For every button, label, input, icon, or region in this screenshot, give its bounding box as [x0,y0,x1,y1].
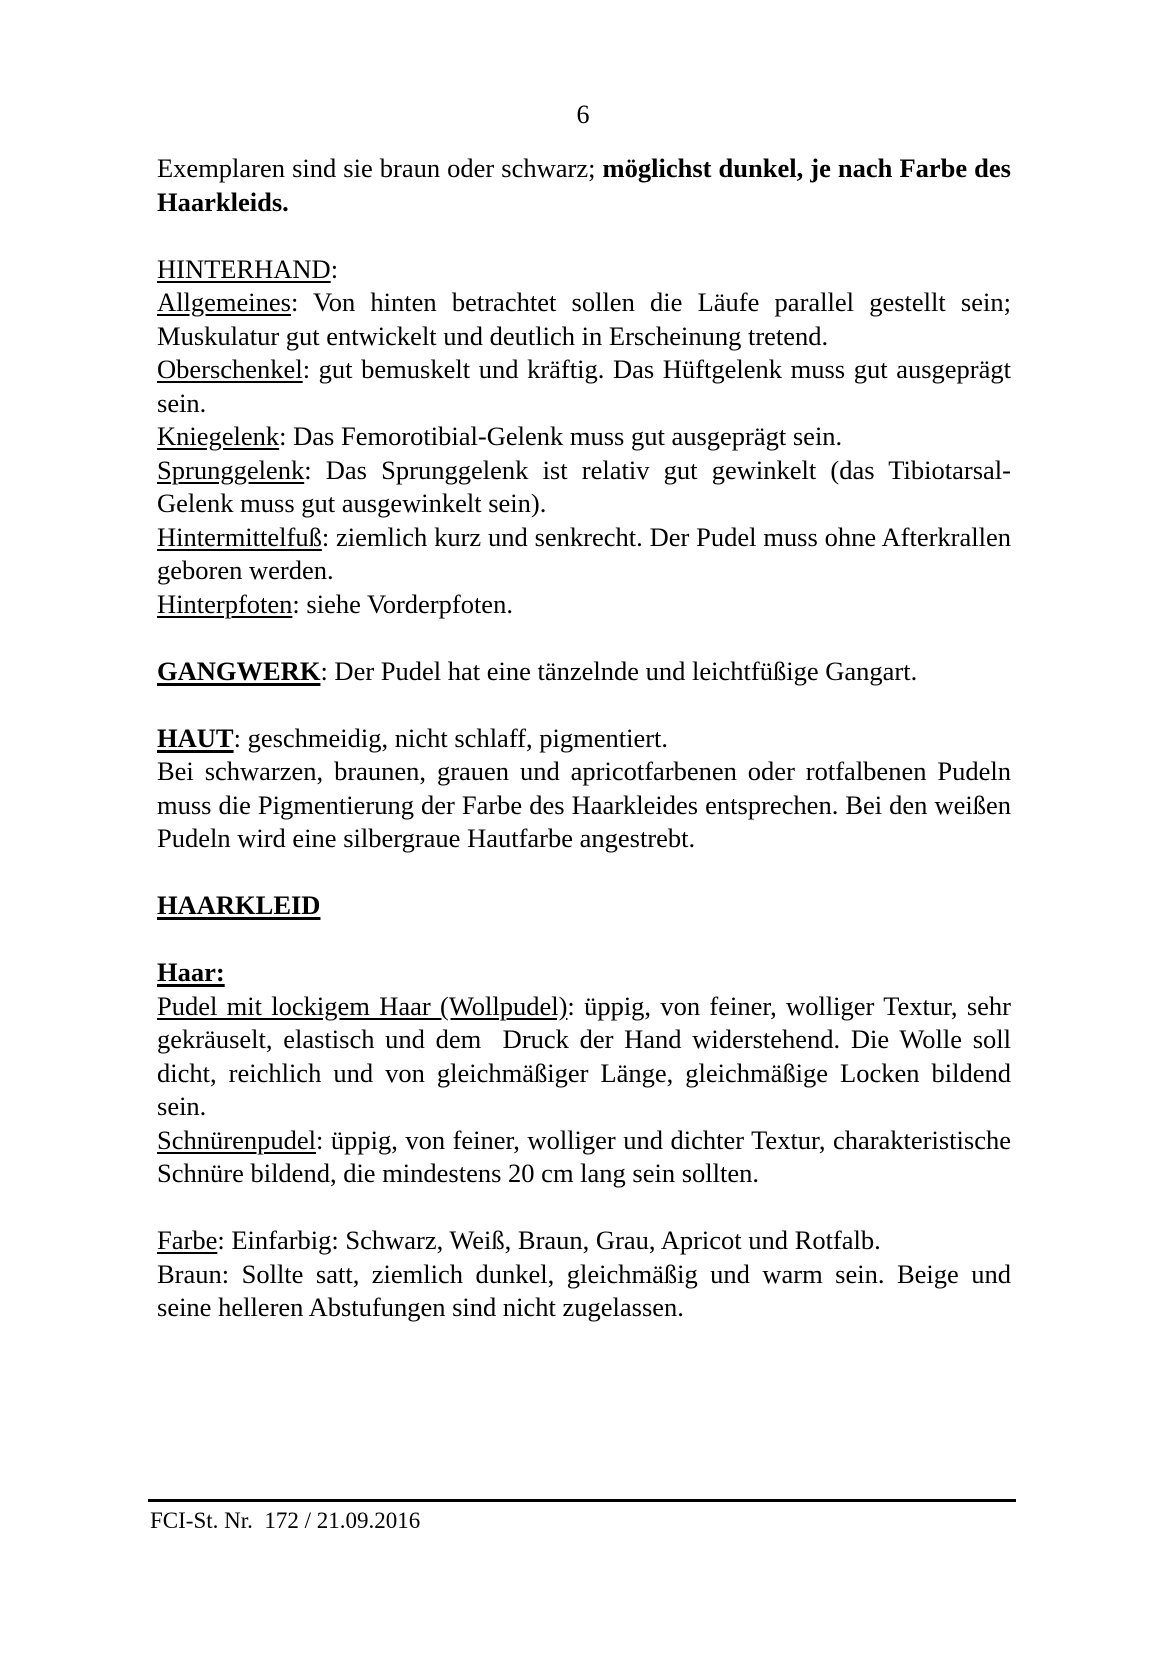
item-label: Hinterpfoten [157,588,293,619]
document-body [157,152,1018,1325]
item-label: Pudel mit lockigem Haar (Wollpudel) [157,990,568,1021]
item-text: : ziemlich kurz und senkrecht. Der Pudel muss ohne Afterkrallen geboren werden. [157,521,1011,585]
item-text: : siehe Vorderpfoten. [292,588,513,619]
haarkleid-heading-text: HAARKLEID [157,890,321,920]
gangwerk-heading: GANGWERK [157,655,321,686]
item-text: : üppig, von feiner, wolliger Textur, sehr gekräuselt, elastisch und dem Druck der Hand widerstehend. Die Wolle soll dicht, reichlich und von gleichmäßiger Länge, gleichmäßige Locken bildend sein. [157,990,1018,1121]
hinterhand-item [157,588,1011,622]
item-label: Oberschenkel [157,354,303,384]
farbe-paragraph [157,1224,1011,1258]
braun-paragraph: Braun: Sollte satt, ziemlich dunkel, gleichmäßig und warm sein. Beige und seine helleren Abstufungen sind nicht zugelassen. [157,1258,1011,1322]
gangwerk-text: : Der Pudel hat eine tänzelnde und leichtfüßige Gangart. [320,655,918,686]
intro-paragraph [157,152,1011,219]
haar-heading [157,956,1011,990]
page-number: 6 [576,100,590,129]
hinterhand-item [157,353,1011,420]
item-label: Hintermittelfuß [157,521,322,552]
item-label: Kniegelenk [157,421,280,451]
heading-colon: : [330,253,339,284]
haut-paragraph [157,722,1011,756]
farbe-text: : Einfarbig: Schwarz, Weiß, Braun, Grau, Apricot und Rotfalb. [217,1225,881,1255]
item-label: Schnürenpudel [157,1124,316,1155]
haarkleid-heading [157,889,1011,923]
intro-bold-text: möglichst dunkel, je nach Farbe des Haarkleids. [157,153,1011,217]
footer-divider [148,1499,1016,1502]
farbe-label: Farbe [157,1225,218,1255]
gangwerk-paragraph [157,655,1011,689]
item-text: : Das Sprunggelenk ist relativ gut gewinkelt (das Tibiotarsal-Gelenk muss gut ausgewinkelt sein). [157,454,1011,518]
haut-heading: HAUT [157,722,234,753]
hinterhand-item [157,521,1011,588]
item-label: Allgemeines [157,287,291,317]
haarkleid-item [157,1124,1011,1191]
haut-text: : geschmeidig, nicht schlaff, pigmentiert. [233,722,669,753]
hinterhand-item [157,286,1011,353]
item-text: : üppig, von feiner, wolliger und dichter Textur, charakteristische Schnüre bildend, die mindestens 20 cm lang sein sollten. [157,1124,1011,1188]
item-label: Sprunggelenk [157,454,305,485]
intro-text: Exemplaren sind sie braun oder schwarz; [157,153,603,183]
item-text: : Das Femorotibial-Gelenk muss gut ausgeprägt sein. [279,421,843,451]
item-text: : Von hinten betrachtet sollen die Läufe parallel gestellt sein; Muskulatur gut entwickelt und deutlich in Erscheinung tretend. [157,287,1011,351]
item-text: : gut bemuskelt und kräftig. Das Hüftgelenk muss gut ausgeprägt sein. [157,354,1011,418]
haut-pigment-paragraph: Bei schwarzen, braunen, grauen und apricotfarbenen oder rotfalbenen Pudeln muss die Pigmentierung der Farbe des Haarkleides entsprechen. Bei den weißen Pudeln wird eine silbergraue Hautfarbe angestrebt. [157,756,1011,853]
hinterhand-heading-text: HINTERHAND [157,253,331,284]
hinterhand-item [157,454,1011,521]
footer-reference: FCI-St. Nr. 172 / 21.09.2016 [150,1508,421,1533]
haarkleid-item [157,990,1018,1124]
haar-heading-text: Haar: [157,957,225,987]
hinterhand-heading [157,253,1011,287]
hinterhand-item [157,420,1011,454]
